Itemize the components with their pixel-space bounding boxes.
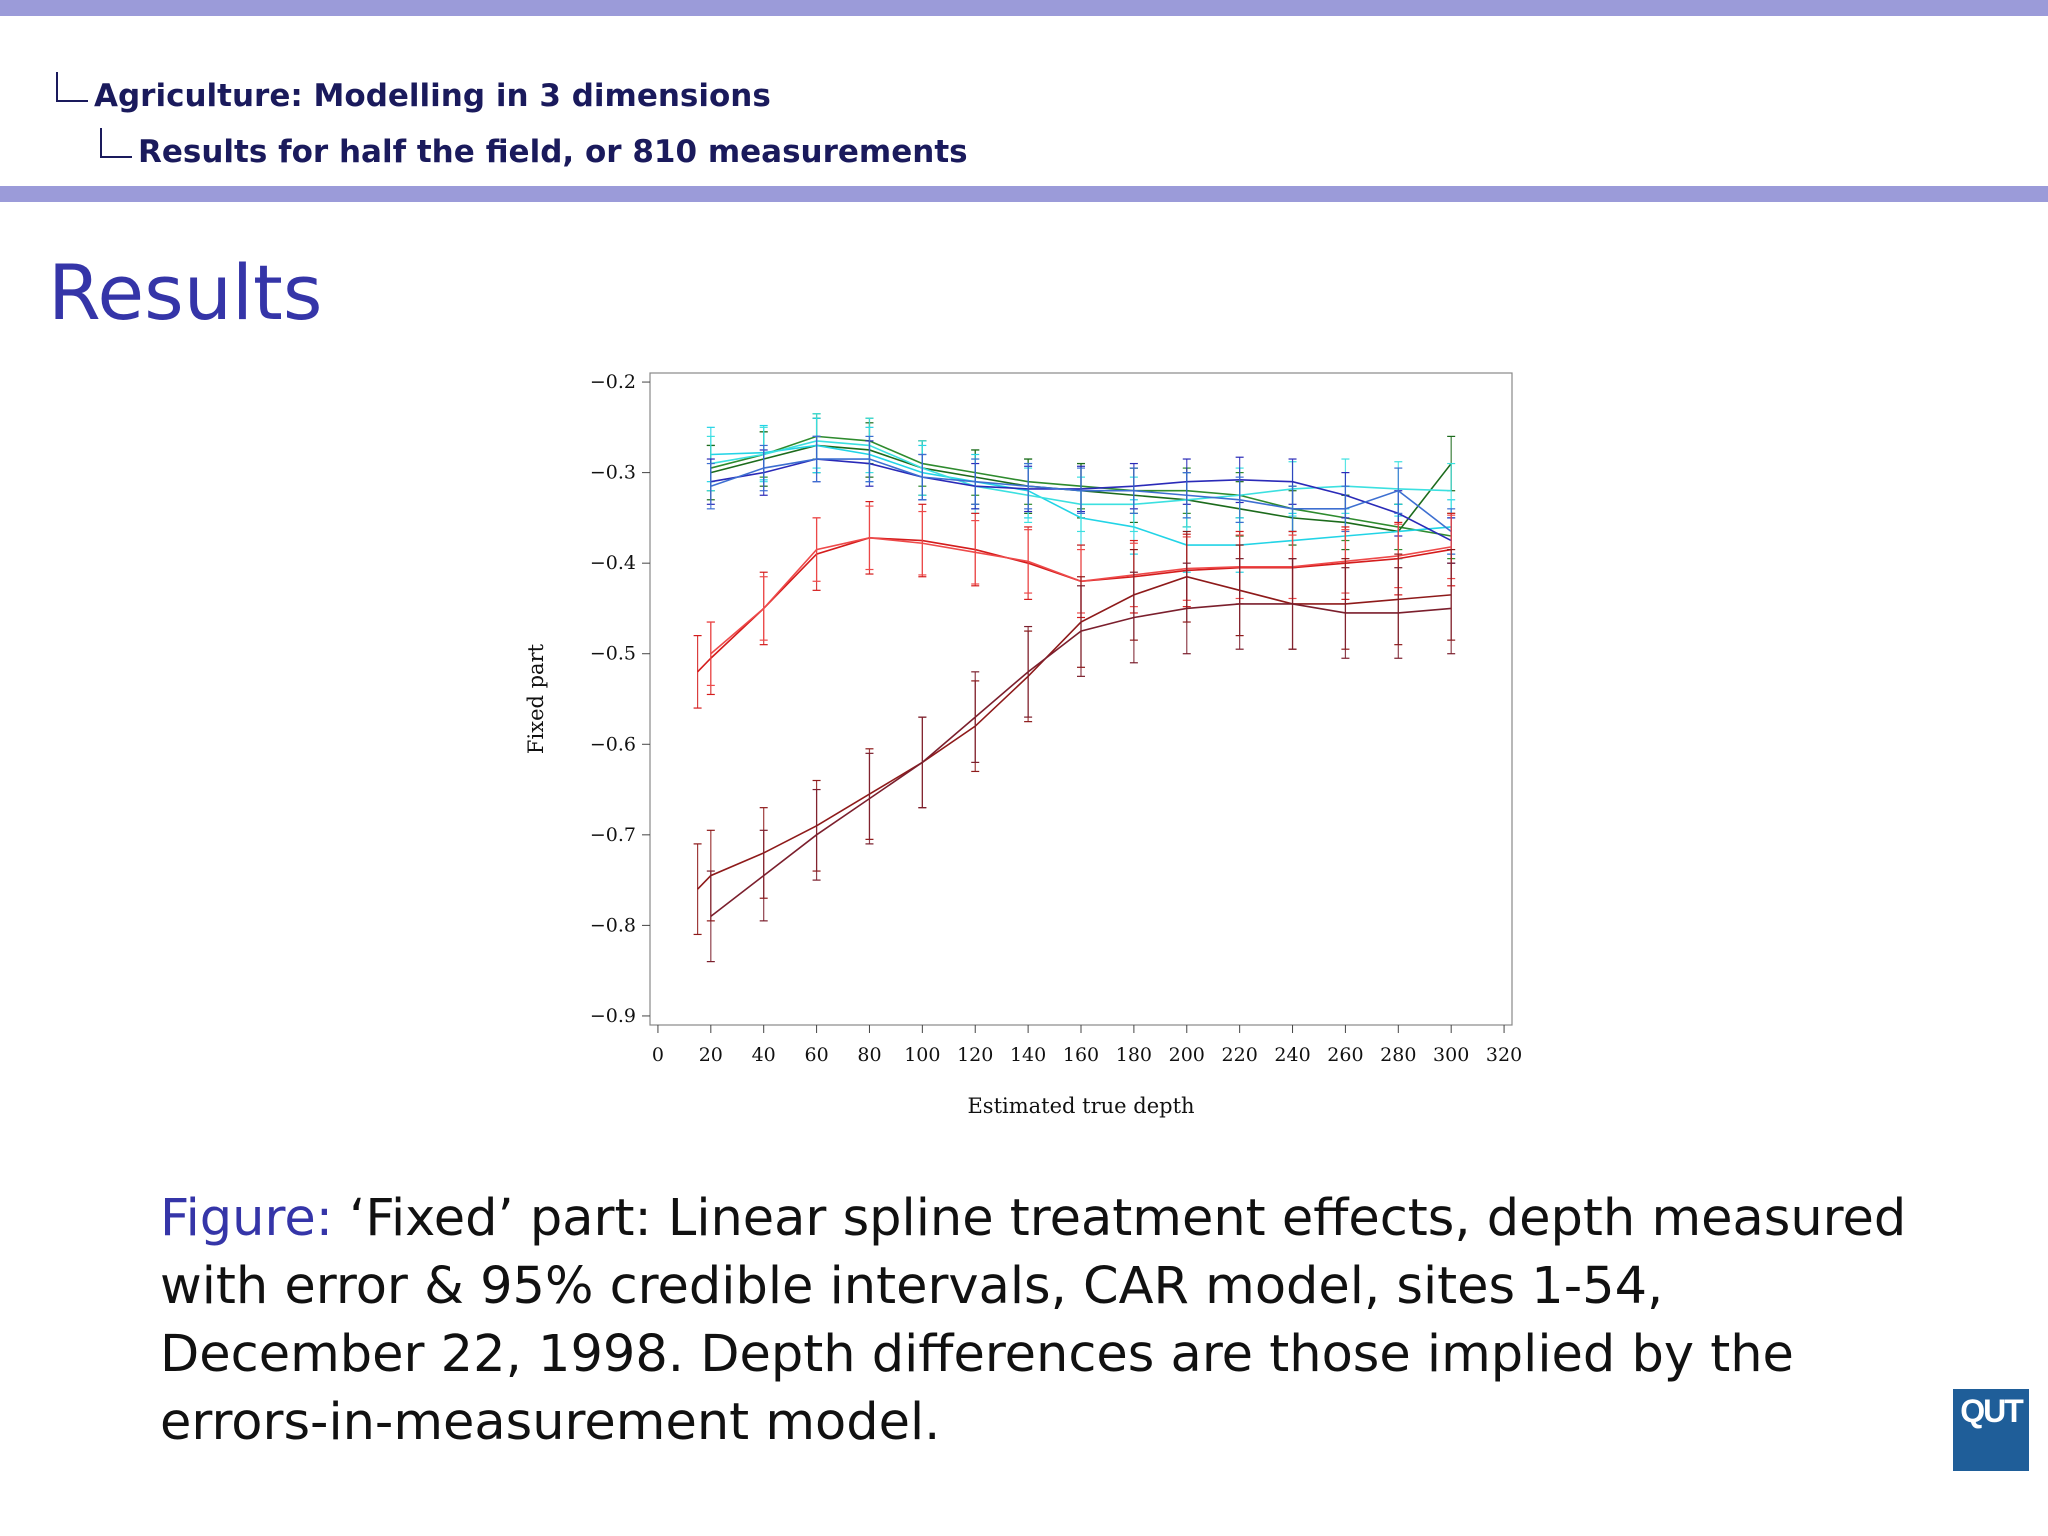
series-maroon	[707, 559, 1455, 962]
series-dark-red	[694, 531, 1456, 934]
x-tick-label: 240	[1274, 1044, 1311, 1066]
breadcrumb-subsection[interactable]: Results for half the field, or 810 measurements	[138, 134, 968, 170]
x-tick-label: 220	[1221, 1044, 1258, 1066]
y-tick-label: −0.6	[589, 733, 636, 756]
y-axis-label: Fixed part	[524, 643, 548, 755]
x-tick-label: 120	[957, 1044, 994, 1066]
breadcrumb-section[interactable]: Agriculture: Modelling in 3 dimensions	[94, 78, 771, 114]
x-tick-label: 140	[1009, 1044, 1047, 1066]
x-tick-label: 0	[651, 1044, 664, 1066]
x-tick-label: 100	[904, 1044, 941, 1066]
qut-logo: QUT	[1953, 1389, 2029, 1471]
series-line	[698, 577, 1452, 889]
x-axis-label: Estimated true depth	[967, 1094, 1195, 1118]
y-tick-label: −0.7	[589, 823, 636, 846]
x-tick-label: 320	[1485, 1044, 1523, 1066]
figure-caption-text: ‘Fixed’ part: Linear spline treatment effects, depth measured with error & 95% credible intervals, CAR model, sites 1-54, December 22, 1998. Depth differences are those implied by the errors-in-measurement model.	[160, 1189, 1907, 1452]
x-tick-label: 60	[804, 1044, 829, 1066]
figure-caption	[160, 1185, 1920, 1457]
chart	[520, 360, 1540, 1140]
x-tick-label: 300	[1433, 1044, 1470, 1066]
x-tick-label: 260	[1327, 1044, 1364, 1066]
x-tick-label: 160	[1062, 1044, 1100, 1066]
breadcrumb-connector-icon	[56, 72, 88, 102]
y-tick-label: −0.8	[589, 914, 636, 937]
header-band-top	[0, 0, 2048, 16]
page-title: Results	[48, 248, 323, 337]
figure-caption-label: Figure:	[160, 1189, 333, 1248]
y-tick-label: −0.3	[589, 461, 636, 484]
x-tick-label: 200	[1168, 1044, 1205, 1066]
series-red	[694, 502, 1456, 708]
y-tick-label: −0.9	[589, 1004, 636, 1027]
x-tick-label: 20	[698, 1044, 723, 1066]
x-tick-label: 40	[751, 1044, 776, 1066]
y-tick-label: −0.4	[589, 552, 636, 575]
series-line	[698, 538, 1452, 672]
x-tick-label: 80	[857, 1044, 882, 1066]
x-tick-label: 280	[1380, 1044, 1417, 1066]
y-tick-label: −0.2	[589, 371, 636, 394]
breadcrumb-connector-icon	[100, 128, 132, 158]
y-tick-label: −0.5	[589, 642, 636, 665]
header-band-bottom	[0, 186, 2048, 202]
x-tick-label: 180	[1115, 1044, 1153, 1066]
